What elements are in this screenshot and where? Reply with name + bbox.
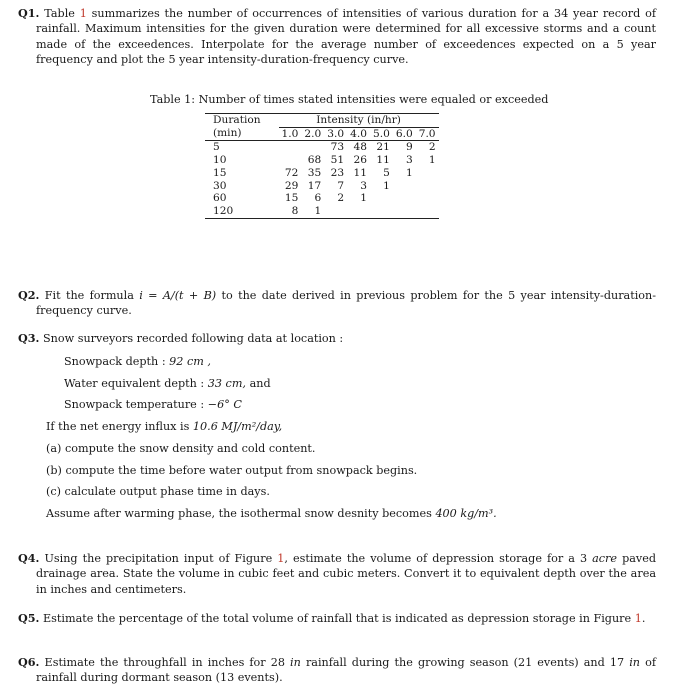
table-header-row xyxy=(205,114,439,128)
count-cell: 3 xyxy=(360,179,367,192)
count-cell: 2 xyxy=(337,192,345,205)
count-cell: 7 xyxy=(337,179,345,192)
duration-cell: 15 xyxy=(213,166,227,179)
part-c: (c) calculate output phase time in days. xyxy=(46,485,270,499)
count-cell xyxy=(347,205,370,218)
question-text: , estimate the volume of depression storage for a 3 xyxy=(284,552,588,565)
count-cell: 5 xyxy=(383,166,390,179)
duration-cell: 120 xyxy=(205,205,279,218)
table-row xyxy=(205,167,439,180)
intensity-value: 5.0 xyxy=(370,127,393,141)
duration-cell: 60 xyxy=(213,192,227,205)
assumption xyxy=(18,506,656,521)
label: If the net energy influx is xyxy=(46,420,190,434)
count-cell: 48 xyxy=(353,141,367,154)
table-row xyxy=(205,141,439,154)
part-b: (b) compute the time before water output from snowpack begins. xyxy=(46,463,418,477)
count-cell xyxy=(416,192,439,205)
count-cell xyxy=(370,205,393,218)
figure-reference-link[interactable]: 1 xyxy=(634,612,642,625)
count-cell: 72 xyxy=(284,166,299,179)
formula: i = A/(t + B) xyxy=(139,289,217,302)
question-text: . xyxy=(641,612,646,625)
intensity-value: 1.0 xyxy=(279,127,302,141)
question-text: Fit the formula xyxy=(44,289,134,302)
intensity-value: 3.0 xyxy=(324,127,347,141)
question-text: of rainfall during dormant season (13 events). xyxy=(36,656,656,685)
count-cell xyxy=(416,205,439,218)
label: Assume after warming phase, the isothermal snow desnity becomes xyxy=(46,507,432,521)
unit: in xyxy=(290,656,301,669)
question-6 xyxy=(18,655,656,686)
count-cell: 2 xyxy=(428,141,436,154)
question-1 xyxy=(18,6,656,67)
count-cell xyxy=(279,154,302,167)
duration-cell: 10 xyxy=(213,154,227,167)
table-reference-link[interactable]: 1 xyxy=(79,7,87,20)
table-row xyxy=(205,154,439,167)
value: −6° C xyxy=(207,397,242,411)
count-cell: 3 xyxy=(405,154,413,167)
question-text: Estimate the throughfall in inches for 28 xyxy=(44,656,285,669)
label: Snowpack temperature : xyxy=(64,397,205,411)
label: Water equivalent depth : xyxy=(64,376,205,390)
question-text: summarizes the number of occurrences of intensities of various duration for a 34 year record of rainfall. Maximum intensities for the given duration were determined for all excessive storms and a count made of the exceedences. Interpolate for the average number of exceedences expected on a 5 year frequency and plot the 5 year intensity-duration-frequency curve. xyxy=(36,7,656,66)
part-a: (a) compute the snow density and cold content. xyxy=(46,442,316,456)
value: 400 kg/m³. xyxy=(435,507,497,521)
count-cell: 23 xyxy=(330,166,345,179)
count-cell: 21 xyxy=(376,141,390,154)
question-text: Using the precipitation input of Figure xyxy=(44,552,273,565)
count-cell: 17 xyxy=(307,179,322,192)
table-row xyxy=(205,205,439,218)
table-row xyxy=(205,180,439,193)
duration-cell: 5 xyxy=(213,141,220,154)
count-cell: 73 xyxy=(330,141,345,154)
question-text: Estimate the percentage of the total volume of rainfall that is indicated as depression storage in Figure xyxy=(43,612,632,625)
question-text: paved drainage area. State the volume in cubic feet and cubic meters. Convert it to equivalent depth over the area in inches and centimeters. xyxy=(36,552,657,596)
value: 33 cm, xyxy=(207,376,246,390)
count-cell: 29 xyxy=(284,179,299,192)
count-cell: 9 xyxy=(405,141,413,154)
count-cell xyxy=(393,180,416,193)
intensity-value: 2.0 xyxy=(301,127,324,141)
intensity-value: 4.0 xyxy=(347,127,370,141)
figure-reference-link[interactable]: 1 xyxy=(277,552,285,565)
count-cell: 15 xyxy=(284,192,299,205)
count-cell: 51 xyxy=(330,154,345,167)
energy-influx xyxy=(18,419,656,434)
count-cell xyxy=(416,167,439,180)
count-cell: 1 xyxy=(405,166,413,179)
unit: in xyxy=(629,656,641,669)
question-number: Q5. xyxy=(18,611,40,625)
duration-cell: 30 xyxy=(213,179,227,192)
question-text: to the date derived in previous problem for the 5 year intensity-duration-frequency curve. xyxy=(36,289,657,318)
question-number: Q1. xyxy=(18,6,40,20)
table-subheader-row xyxy=(205,127,439,141)
label: and xyxy=(249,376,271,390)
water-equivalent xyxy=(18,376,656,391)
question-number: Q2. xyxy=(18,288,40,302)
label: Snowpack depth : xyxy=(64,355,166,369)
question-number: Q4. xyxy=(18,551,40,565)
question-text: Snow surveyors recorded following data at location : xyxy=(43,332,344,345)
snowpack-depth xyxy=(18,354,656,369)
count-cell: 1 xyxy=(301,205,324,218)
value: 10.6 MJ/m²/day, xyxy=(192,420,283,434)
count-cell: 6 xyxy=(314,192,322,205)
duration-header: Duration xyxy=(205,114,279,128)
count-cell xyxy=(393,192,416,205)
count-cell xyxy=(370,192,393,205)
count-cell: 11 xyxy=(353,166,367,179)
count-cell: 35 xyxy=(307,166,322,179)
count-cell: 26 xyxy=(353,154,367,167)
intensity-table xyxy=(205,113,439,219)
count-cell xyxy=(416,180,439,193)
count-cell: 1 xyxy=(383,179,390,192)
question-4 xyxy=(18,551,656,597)
question-text: Table xyxy=(44,7,75,20)
table-caption: Table 1: Number of times stated intensities were equaled or exceeded xyxy=(150,93,549,106)
count-cell: 11 xyxy=(376,154,390,167)
count-cell: 1 xyxy=(360,192,367,205)
question-5 xyxy=(18,611,656,626)
snowpack-temperature xyxy=(18,397,656,412)
unit: acre xyxy=(592,552,618,565)
intensity-value: 7.0 xyxy=(416,127,439,141)
intensity-value: 6.0 xyxy=(393,127,416,141)
value: 92 cm , xyxy=(169,355,211,369)
question-text: rainfall during the growing season (21 events) and 17 xyxy=(305,656,625,669)
count-cell: 1 xyxy=(428,154,436,167)
question-3 xyxy=(18,331,656,522)
duration-unit: (min) xyxy=(205,127,279,141)
count-cell xyxy=(393,205,416,218)
count-cell xyxy=(324,205,347,218)
table-row xyxy=(205,192,439,205)
count-cell: 68 xyxy=(307,154,322,167)
count-cell xyxy=(279,141,302,154)
question-number: Q3. xyxy=(18,331,40,345)
question-number: Q6. xyxy=(18,655,40,669)
count-cell xyxy=(301,141,324,154)
intensity-header: Intensity (in/hr) xyxy=(279,114,439,128)
count-cell: 8 xyxy=(279,205,302,218)
question-2 xyxy=(18,288,656,319)
